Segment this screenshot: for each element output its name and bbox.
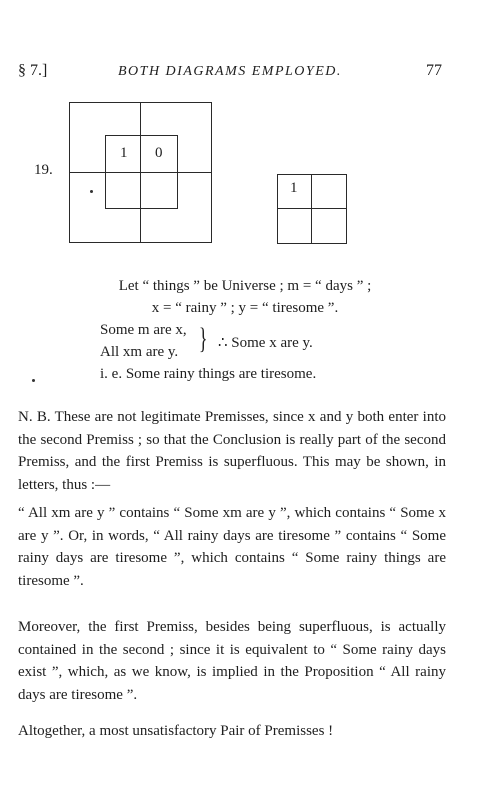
moreover-text: Moreover, the first Premiss, besides being superfluous, is actually contained in the second ; since it is equivalent to “ Some rainy days exist ”, which, as we know, is implied in the Proposition “ All rainy days are tiresome ”.	[18, 619, 446, 703]
section-mark: § 7.]	[18, 62, 48, 79]
quote-text: “ All xm are y ” contains “ Some xm are y ”, which contains “ Some x are y ”. Or, in words, “ All rainy days are tiresome ” contains “ Some rainy days are tiresome ”, which contains “ Some rainy things are tiresome ”.	[18, 505, 446, 589]
nb-text: N. B. These are not legitimate Premisses, since x and y both enter into the second Premiss ; so that the Conclusion is really part of the second Premiss, and the first Premiss is superfluous. This may be shown, in letters, thus :—	[18, 409, 446, 493]
universe-line-2: x = “ rainy ” ; y = “ tiresome ”.	[151, 300, 339, 316]
premiss-2: All xm are y.	[100, 344, 179, 360]
quote-paragraph	[18, 502, 446, 592]
conclusion: ∴ Some x are y.	[218, 335, 313, 351]
brace-symbol: }	[198, 322, 208, 355]
diagram-cell-1-right: 1	[290, 180, 298, 196]
diagram-cell-0: 0	[155, 145, 163, 161]
running-title: BOTH DIAGRAMS EMPLOYED.	[118, 64, 342, 79]
example-number: 19.	[34, 162, 53, 178]
ie-conclusion: i. e. Some rainy things are tiresome.	[100, 366, 317, 382]
margin-dot	[32, 379, 35, 382]
page-number: 77	[426, 62, 442, 79]
nb-paragraph	[18, 406, 446, 496]
diagram-cell-1: 1	[120, 145, 128, 161]
biliteral-diagram-right	[0, 0, 490, 260]
universe-line-1: Let “ things ” be Universe ; m = “ days ” ;	[118, 278, 372, 294]
moreover-paragraph	[18, 616, 446, 706]
altogether-text: Altogether, a most unsatisfactory Pair of Premisses !	[18, 723, 334, 739]
premiss-1: Some m are x,	[100, 322, 187, 338]
altogether-paragraph	[18, 720, 446, 743]
